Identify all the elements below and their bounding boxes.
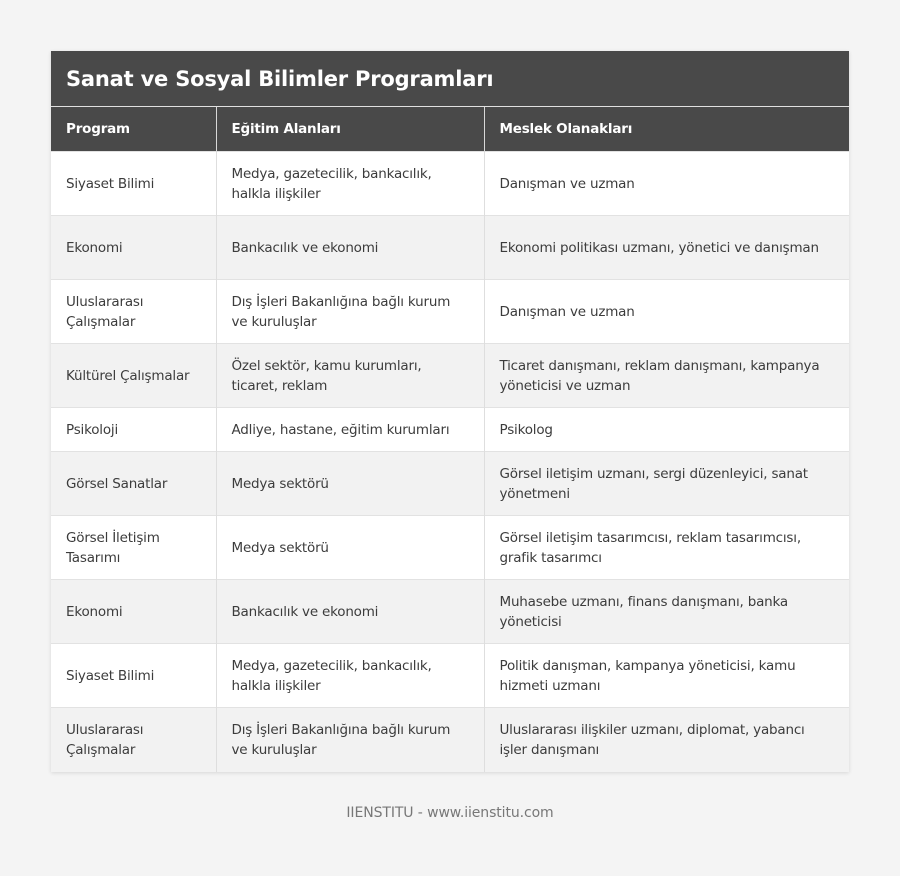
cell-education-fields: Medya, gazetecilik, bankacılık, halkla ilişkiler — [216, 152, 484, 216]
table-row — [51, 452, 849, 516]
cell-education-fields: Medya sektörü — [216, 452, 484, 516]
cell-career-opportunities: Danışman ve uzman — [484, 152, 849, 216]
cell-program: Uluslararası Çalışmalar — [51, 280, 216, 344]
table-row — [51, 516, 849, 580]
cell-program: Siyaset Bilimi — [51, 152, 216, 216]
column-header-program: Program — [51, 107, 216, 152]
cell-program: Görsel İletişim Tasarımı — [51, 516, 216, 580]
cell-career-opportunities: Psikolog — [484, 408, 849, 452]
cell-career-opportunities: Danışman ve uzman — [484, 280, 849, 344]
cell-education-fields: Adliye, hastane, eğitim kurumları — [216, 408, 484, 452]
footer-credit: IIENSTITU - www.iienstitu.com — [346, 805, 554, 821]
table-header-row — [51, 107, 849, 152]
cell-career-opportunities: Politik danışman, kampanya yöneticisi, kamu hizmeti uzmanı — [484, 644, 849, 708]
cell-program: Ekonomi — [51, 580, 216, 644]
cell-education-fields: Bankacılık ve ekonomi — [216, 216, 484, 280]
programs-table-card — [51, 51, 849, 772]
table-row — [51, 708, 849, 772]
cell-program: Görsel Sanatlar — [51, 452, 216, 516]
column-header-career-opportunities: Meslek Olanakları — [484, 107, 849, 152]
table-row — [51, 580, 849, 644]
cell-program: Ekonomi — [51, 216, 216, 280]
cell-program: Siyaset Bilimi — [51, 644, 216, 708]
cell-education-fields: Dış İşleri Bakanlığına bağlı kurum ve kuruluşlar — [216, 708, 484, 772]
cell-program: Psikoloji — [51, 408, 216, 452]
cell-career-opportunities: Ticaret danışmanı, reklam danışmanı, kampanya yöneticisi ve uzman — [484, 344, 849, 408]
table-row — [51, 644, 849, 708]
cell-career-opportunities: Görsel iletişim tasarımcısı, reklam tasarımcısı, grafik tasarımcı — [484, 516, 849, 580]
table-row — [51, 152, 849, 216]
cell-career-opportunities: Görsel iletişim uzmanı, sergi düzenleyici, sanat yönetmeni — [484, 452, 849, 516]
cell-education-fields: Medya sektörü — [216, 516, 484, 580]
table-row — [51, 408, 849, 452]
table-row — [51, 344, 849, 408]
cell-career-opportunities: Uluslararası ilişkiler uzmanı, diplomat, yabancı işler danışmanı — [484, 708, 849, 772]
column-header-education-fields: Eğitim Alanları — [216, 107, 484, 152]
table-row — [51, 216, 849, 280]
cell-education-fields: Medya, gazetecilik, bankacılık, halkla ilişkiler — [216, 644, 484, 708]
table-title: Sanat ve Sosyal Bilimler Programları — [51, 51, 849, 107]
cell-program: Kültürel Çalışmalar — [51, 344, 216, 408]
programs-table — [51, 107, 849, 772]
cell-program: Uluslararası Çalışmalar — [51, 708, 216, 772]
cell-career-opportunities: Ekonomi politikası uzmanı, yönetici ve danışman — [484, 216, 849, 280]
cell-career-opportunities: Muhasebe uzmanı, finans danışmanı, banka yöneticisi — [484, 580, 849, 644]
cell-education-fields: Bankacılık ve ekonomi — [216, 580, 484, 644]
cell-education-fields: Özel sektör, kamu kurumları, ticaret, reklam — [216, 344, 484, 408]
cell-education-fields: Dış İşleri Bakanlığına bağlı kurum ve kuruluşlar — [216, 280, 484, 344]
table-row — [51, 280, 849, 344]
